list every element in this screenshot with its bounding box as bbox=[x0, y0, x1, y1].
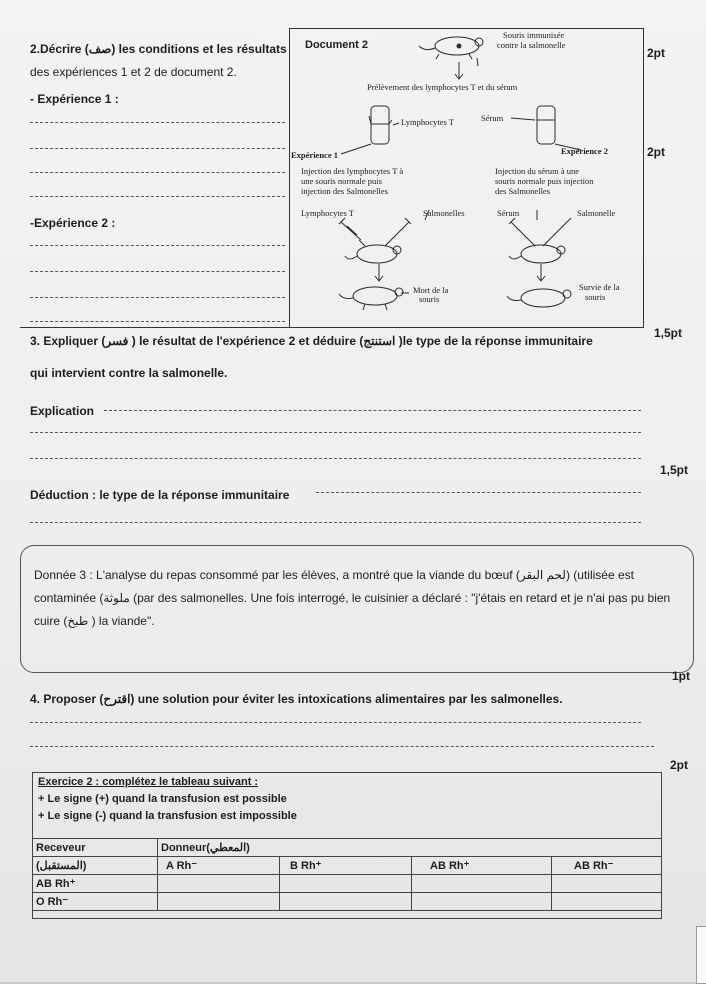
experience-2-label: -Expérience 2 : bbox=[30, 216, 116, 230]
table-row bbox=[33, 857, 662, 875]
injection-1-line-b: une souris normale puis bbox=[301, 176, 382, 186]
lymphocytes-label: Lymphocytes T bbox=[401, 117, 454, 127]
answer-line[interactable] bbox=[316, 492, 641, 493]
answer-line[interactable] bbox=[30, 245, 285, 246]
syringe-icon bbox=[339, 218, 365, 246]
syringe-icon bbox=[385, 218, 411, 246]
answer-line[interactable] bbox=[30, 196, 285, 197]
answer-line[interactable] bbox=[30, 271, 285, 272]
experience-1-label: - Expérience 1 : bbox=[30, 92, 119, 106]
receveur-header-ar: (المستقبل) bbox=[33, 857, 158, 875]
salmonelles-label: Salmonelles bbox=[423, 208, 465, 218]
surviving-mouse-icon bbox=[507, 289, 571, 307]
injection-1-line-a: Injection des lymphocytes T à bbox=[301, 166, 404, 176]
deduction-label: Déduction : le type de la réponse immunitaire bbox=[30, 488, 290, 502]
question-2-points: 2pt bbox=[647, 46, 665, 60]
document-frame-right bbox=[643, 28, 644, 328]
survie-label-b: souris bbox=[585, 292, 606, 302]
table-row bbox=[33, 893, 662, 911]
salmonelle-label: Salmonelle bbox=[577, 208, 616, 218]
answer-cell[interactable] bbox=[412, 893, 552, 911]
mouse-icon bbox=[419, 37, 483, 59]
question-3-line-1: 3. Expliquer (فسر ) le résultat de l'expérience 2 et déduire (استنتج )le type de la réponse immunitaire bbox=[30, 334, 593, 348]
donnee-3-text: Donnée 3 : L'analyse du repas consommé par les élèves, a montré que la viande du bœuf (لحم البقر) (utilisée est contaminée (ملوثة (par des salmonelles. Une fois interrogé, le cuisinier a déclaré : "j'étais en retard et je n'ai pas pu bien cuire (طبخ ) la viande". bbox=[34, 568, 671, 628]
answer-cell[interactable] bbox=[158, 893, 280, 911]
receveur-header: Receveur bbox=[33, 839, 158, 857]
prelevement-label: Prélèvement des lymphocytes T et du sérum bbox=[367, 82, 518, 92]
question-2-title: 2.Décrire (صف) les conditions et les résultats bbox=[30, 42, 287, 56]
exercise-2-points: 2pt bbox=[670, 758, 688, 772]
donneur-cell: AB Rh⁻ bbox=[552, 857, 662, 875]
exercise-2-title: Exercice 2 : complétez le tableau suivant : bbox=[38, 776, 259, 788]
injection-2-line-b: souris normale puis injection bbox=[495, 176, 594, 186]
exercise-2-plus-rule: + Le signe (+) quand la transfusion est possible bbox=[38, 793, 287, 805]
document-2-diagram bbox=[289, 28, 643, 329]
serum-label: Sérum bbox=[481, 113, 504, 123]
answer-line[interactable] bbox=[30, 432, 641, 433]
table-row bbox=[33, 839, 662, 857]
answer-line[interactable] bbox=[30, 297, 285, 298]
lymphocytes-t-label: Lymphocytes T bbox=[301, 208, 354, 218]
adjacent-page-corner bbox=[696, 926, 706, 984]
document-title: Document 2 bbox=[305, 39, 368, 51]
answer-line[interactable] bbox=[30, 458, 641, 459]
answer-line[interactable] bbox=[30, 122, 285, 123]
answer-line[interactable] bbox=[30, 148, 285, 149]
question-3-points: 1,5pt bbox=[654, 326, 683, 340]
mort-label-a: Mort de la bbox=[413, 285, 449, 295]
deduction-points: 1,5pt bbox=[660, 463, 689, 477]
answer-cell[interactable] bbox=[280, 875, 412, 893]
question-2-subtitle: des expériences 1 et 2 de document 2. bbox=[30, 65, 237, 79]
answer-line[interactable] bbox=[30, 746, 654, 747]
answer-cell[interactable] bbox=[552, 875, 662, 893]
injection-2-line-c: des Salmonelles bbox=[495, 186, 551, 196]
mouse-icon bbox=[509, 245, 565, 263]
donneur-cell: B Rh⁺ bbox=[280, 857, 412, 875]
question-2-points-b: 2pt bbox=[647, 145, 665, 159]
question-4-text: 4. Proposer (اقترح) une solution pour éviter les intoxications alimentaires par les salmonelles. bbox=[30, 692, 563, 706]
injection-1-line-c: injection des Salmonelles bbox=[301, 186, 388, 196]
injection-2-line-a: Injection du sérum à une bbox=[495, 166, 580, 176]
explication-label: Explication bbox=[30, 404, 95, 418]
donneur-cell: AB Rh⁺ bbox=[412, 857, 552, 875]
tube-icon bbox=[369, 106, 392, 144]
answer-cell[interactable] bbox=[412, 875, 552, 893]
question-4-points: 1pt bbox=[672, 669, 690, 683]
experience-2-title: Expérience 2 bbox=[561, 146, 608, 156]
table-row bbox=[33, 875, 662, 893]
dead-mouse-icon bbox=[339, 287, 403, 310]
survie-label-a: Survie de la bbox=[579, 282, 620, 292]
answer-line[interactable] bbox=[30, 321, 285, 322]
answer-cell[interactable] bbox=[158, 875, 280, 893]
exercise-2-instructions bbox=[38, 776, 297, 823]
serum-2-label: Sérum bbox=[497, 208, 520, 218]
exercise-2-minus-rule: + Le signe (-) quand la transfusion est impossible bbox=[38, 810, 297, 822]
mort-label-b: souris bbox=[419, 294, 440, 304]
mouse-icon bbox=[345, 245, 401, 263]
receveur-cell: AB Rh⁺ bbox=[33, 875, 158, 893]
donneur-header: Donneur(المعطي) bbox=[158, 839, 662, 857]
syringe-icon bbox=[509, 218, 535, 246]
contre-label: contre la salmonelle bbox=[497, 40, 566, 50]
tube-icon bbox=[537, 106, 555, 144]
syringe-icon bbox=[543, 218, 571, 246]
answer-line[interactable] bbox=[30, 722, 641, 723]
souris-immunisee-label: Souris immunisée bbox=[503, 30, 565, 40]
question-3-line-2: qui intervient contre la salmonelle. bbox=[30, 366, 228, 380]
transfusion-table bbox=[32, 838, 662, 911]
answer-line[interactable] bbox=[104, 410, 641, 411]
donneur-cell: A Rh⁻ bbox=[158, 857, 280, 875]
answer-cell[interactable] bbox=[280, 893, 412, 911]
experience-1-title: Expérience 1 bbox=[291, 150, 338, 160]
answer-line[interactable] bbox=[30, 522, 641, 523]
receveur-cell: O Rh⁻ bbox=[33, 893, 158, 911]
answer-line[interactable] bbox=[30, 172, 285, 173]
answer-cell[interactable] bbox=[552, 893, 662, 911]
